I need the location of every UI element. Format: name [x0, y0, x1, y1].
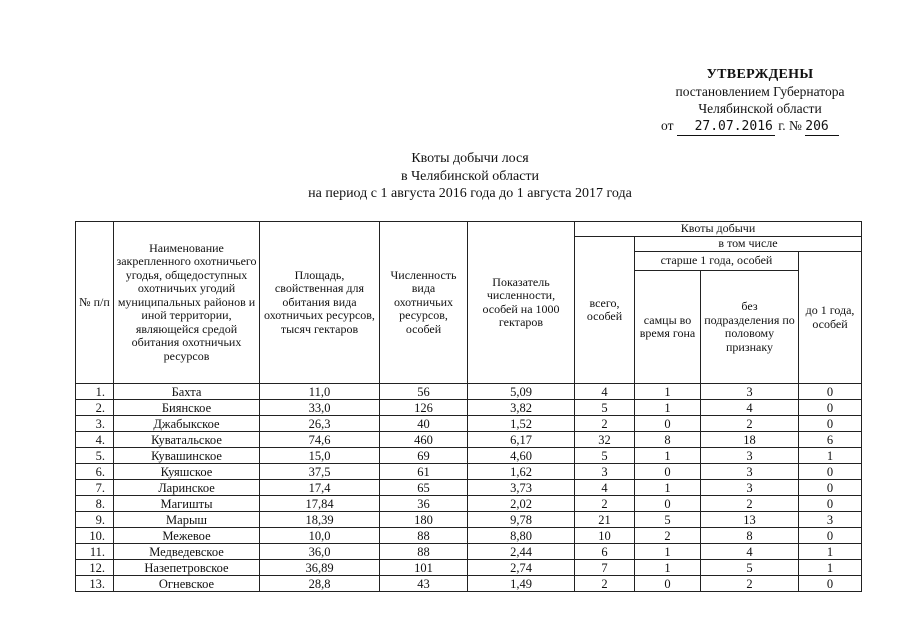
cell-num: 1. — [76, 384, 114, 400]
header-including: в том числе — [635, 237, 862, 252]
cell-males: 1 — [635, 400, 701, 416]
cell-num: 2. — [76, 400, 114, 416]
cell-name: Биянское — [114, 400, 260, 416]
cell-density: 2,74 — [468, 560, 575, 576]
cell-name: Куватальское — [114, 432, 260, 448]
header-young: до 1 года, особей — [799, 252, 862, 384]
cell-males: 5 — [635, 512, 701, 528]
cell-nosex: 2 — [701, 496, 799, 512]
cell-name: Ларинское — [114, 480, 260, 496]
cell-males: 1 — [635, 448, 701, 464]
cell-total: 21 — [575, 512, 635, 528]
cell-young: 6 — [799, 432, 862, 448]
cell-density: 9,78 — [468, 512, 575, 528]
cell-num: 8. — [76, 496, 114, 512]
cell-nosex: 18 — [701, 432, 799, 448]
header-nosex: без подразделения по половому признаку — [701, 271, 799, 384]
cell-young: 0 — [799, 416, 862, 432]
cell-nosex: 2 — [701, 416, 799, 432]
table-row — [76, 464, 862, 480]
cell-young: 1 — [799, 448, 862, 464]
cell-name: Назепетровское — [114, 560, 260, 576]
cell-males: 0 — [635, 464, 701, 480]
cell-nosex: 5 — [701, 560, 799, 576]
table-row — [76, 480, 862, 496]
table-body — [76, 384, 862, 592]
cell-total: 32 — [575, 432, 635, 448]
cell-count: 88 — [380, 544, 468, 560]
cell-num: 10. — [76, 528, 114, 544]
header-name: Наименование закрепленного охотничьего угодья, общедоступных охотничьих угодий муниципальных районов и иной территории, являющейся средой обитания охотничьих ресурсов — [114, 222, 260, 384]
cell-males: 1 — [635, 384, 701, 400]
cell-density: 2,44 — [468, 544, 575, 560]
table-row — [76, 432, 862, 448]
approval-date: 27.07.2016 — [677, 118, 775, 136]
cell-count: 180 — [380, 512, 468, 528]
cell-young: 0 — [799, 400, 862, 416]
cell-total: 2 — [575, 416, 635, 432]
cell-density: 4,60 — [468, 448, 575, 464]
cell-count: 88 — [380, 528, 468, 544]
approval-title: УТВЕРЖДЕНЫ — [706, 67, 814, 82]
cell-nosex: 8 — [701, 528, 799, 544]
header-num: № п/п — [76, 222, 114, 384]
cell-area: 37,5 — [260, 464, 380, 480]
cell-males: 1 — [635, 560, 701, 576]
cell-name: Марыш — [114, 512, 260, 528]
cell-count: 43 — [380, 576, 468, 592]
table-row — [76, 496, 862, 512]
table-row — [76, 576, 862, 592]
cell-young: 0 — [799, 384, 862, 400]
cell-total: 4 — [575, 480, 635, 496]
cell-density: 1,62 — [468, 464, 575, 480]
cell-total: 2 — [575, 576, 635, 592]
cell-nosex: 3 — [701, 384, 799, 400]
cell-name: Межевое — [114, 528, 260, 544]
header-older: старше 1 года, особей — [635, 252, 799, 271]
heading-line-3: на период с 1 августа 2016 года до 1 августа 2017 года — [308, 186, 632, 201]
cell-num: 9. — [76, 512, 114, 528]
cell-num: 7. — [76, 480, 114, 496]
header-density: Показатель численности, особей на 1000 гектаров — [468, 222, 575, 384]
approval-date-prefix: от — [661, 118, 674, 133]
quotas-table — [75, 221, 862, 592]
cell-males: 0 — [635, 496, 701, 512]
cell-area: 36,89 — [260, 560, 380, 576]
cell-num: 4. — [76, 432, 114, 448]
cell-total: 4 — [575, 384, 635, 400]
table-row — [76, 512, 862, 528]
table-row — [76, 544, 862, 560]
cell-males: 8 — [635, 432, 701, 448]
cell-num: 11. — [76, 544, 114, 560]
cell-males: 1 — [635, 544, 701, 560]
cell-total: 7 — [575, 560, 635, 576]
cell-area: 28,8 — [260, 576, 380, 592]
cell-nosex: 13 — [701, 512, 799, 528]
approval-line-1: постановлением Губернатора — [675, 84, 845, 99]
cell-males: 1 — [635, 480, 701, 496]
cell-area: 11,0 — [260, 384, 380, 400]
approval-date-line — [655, 117, 865, 136]
cell-count: 126 — [380, 400, 468, 416]
approval-stamp — [655, 66, 865, 136]
cell-num: 6. — [76, 464, 114, 480]
cell-name: Медведевское — [114, 544, 260, 560]
header-total: всего, особей — [575, 237, 635, 384]
table-row — [76, 416, 862, 432]
cell-density: 2,02 — [468, 496, 575, 512]
cell-young: 0 — [799, 464, 862, 480]
table-row — [76, 400, 862, 416]
cell-young: 3 — [799, 512, 862, 528]
cell-total: 5 — [575, 448, 635, 464]
cell-area: 36,0 — [260, 544, 380, 560]
cell-area: 15,0 — [260, 448, 380, 464]
cell-area: 33,0 — [260, 400, 380, 416]
cell-area: 26,3 — [260, 416, 380, 432]
cell-count: 460 — [380, 432, 468, 448]
cell-density: 5,09 — [468, 384, 575, 400]
cell-name: Огневское — [114, 576, 260, 592]
cell-area: 74,6 — [260, 432, 380, 448]
cell-area: 17,4 — [260, 480, 380, 496]
cell-nosex: 3 — [701, 448, 799, 464]
cell-nosex: 3 — [701, 464, 799, 480]
cell-nosex: 4 — [701, 400, 799, 416]
cell-count: 40 — [380, 416, 468, 432]
cell-density: 1,52 — [468, 416, 575, 432]
cell-young: 1 — [799, 544, 862, 560]
cell-males: 2 — [635, 528, 701, 544]
cell-males: 0 — [635, 416, 701, 432]
cell-area: 17,84 — [260, 496, 380, 512]
cell-count: 101 — [380, 560, 468, 576]
cell-num: 13. — [76, 576, 114, 592]
approval-number: 206 — [805, 118, 839, 136]
cell-count: 61 — [380, 464, 468, 480]
cell-num: 3. — [76, 416, 114, 432]
cell-nosex: 4 — [701, 544, 799, 560]
cell-name: Кувашинское — [114, 448, 260, 464]
table-row — [76, 448, 862, 464]
header-males: самцы во время гона — [635, 271, 701, 384]
cell-count: 65 — [380, 480, 468, 496]
cell-name: Куяшское — [114, 464, 260, 480]
cell-young: 1 — [799, 560, 862, 576]
cell-name: Бахта — [114, 384, 260, 400]
cell-name: Джабыкское — [114, 416, 260, 432]
table-row — [76, 560, 862, 576]
cell-young: 0 — [799, 480, 862, 496]
cell-density: 3,82 — [468, 400, 575, 416]
cell-name: Магишты — [114, 496, 260, 512]
document-heading — [200, 150, 740, 203]
cell-total: 10 — [575, 528, 635, 544]
header-quotas: Квоты добычи — [575, 222, 862, 237]
header-area: Площадь, свойственная для обитания вида охотничьих ресурсов, тысяч гектаров — [260, 222, 380, 384]
cell-total: 6 — [575, 544, 635, 560]
table-row — [76, 384, 862, 400]
cell-total: 2 — [575, 496, 635, 512]
cell-males: 0 — [635, 576, 701, 592]
cell-count: 69 — [380, 448, 468, 464]
cell-nosex: 2 — [701, 576, 799, 592]
cell-total: 5 — [575, 400, 635, 416]
cell-young: 0 — [799, 576, 862, 592]
cell-young: 0 — [799, 528, 862, 544]
cell-count: 56 — [380, 384, 468, 400]
cell-density: 8,80 — [468, 528, 575, 544]
cell-nosex: 3 — [701, 480, 799, 496]
cell-area: 10,0 — [260, 528, 380, 544]
table-row — [76, 528, 862, 544]
heading-line-2: в Челябинской области — [400, 168, 540, 184]
cell-density: 6,17 — [468, 432, 575, 448]
approval-date-suffix: г. № — [778, 118, 802, 133]
approval-line-2: Челябинской области — [698, 101, 822, 116]
header-count: Численность вида охотничьих ресурсов, особей — [380, 222, 468, 384]
cell-count: 36 — [380, 496, 468, 512]
cell-total: 3 — [575, 464, 635, 480]
cell-area: 18,39 — [260, 512, 380, 528]
cell-young: 0 — [799, 496, 862, 512]
cell-density: 1,49 — [468, 576, 575, 592]
heading-line-1: Квоты добычи лося — [411, 151, 529, 166]
cell-num: 5. — [76, 448, 114, 464]
cell-num: 12. — [76, 560, 114, 576]
cell-density: 3,73 — [468, 480, 575, 496]
